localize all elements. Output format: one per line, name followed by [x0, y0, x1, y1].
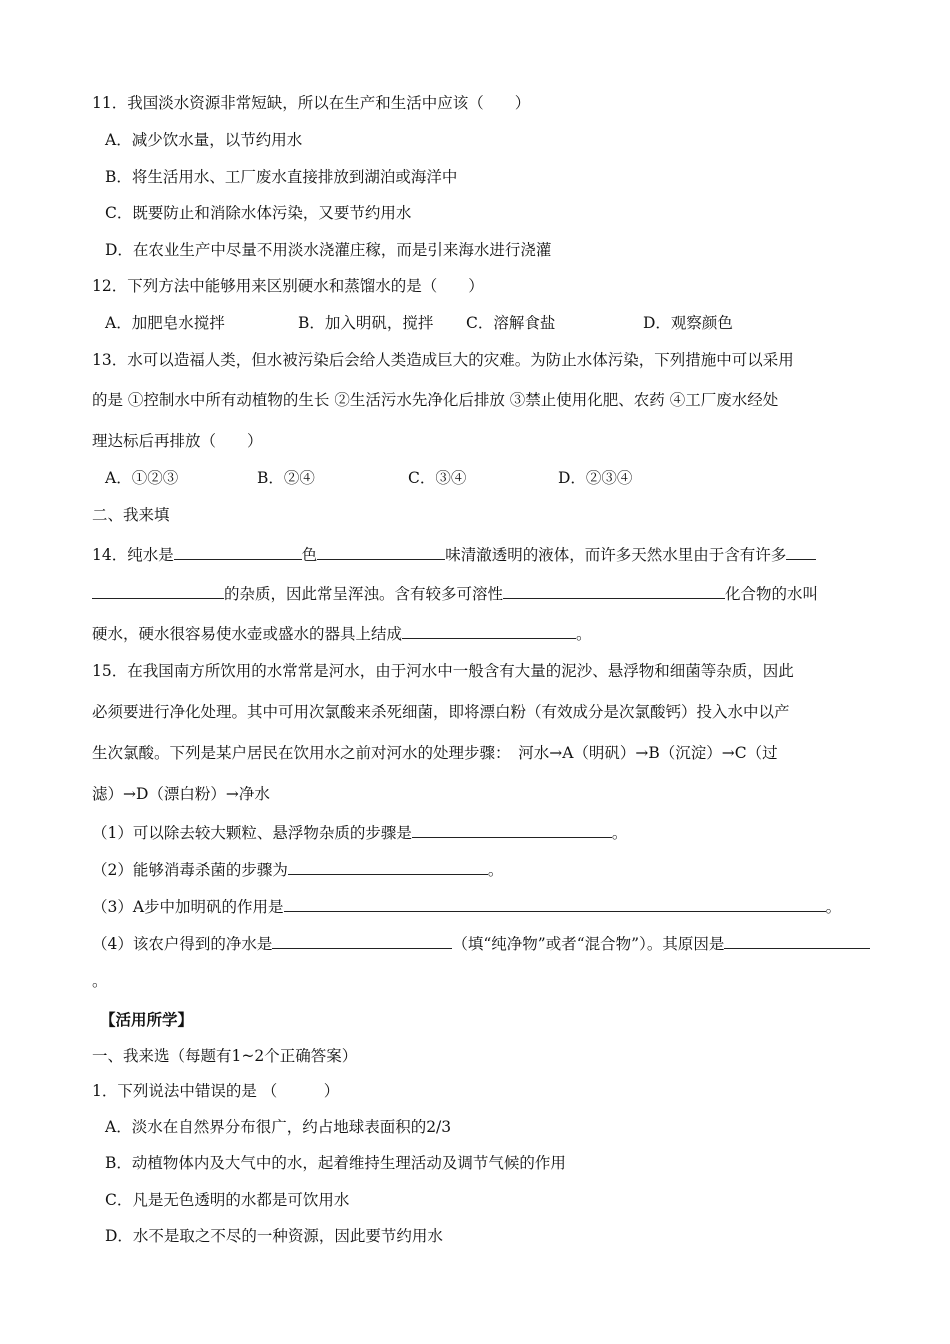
- q15-line1: 15．在我国南方所饮用的水常常是河水，由于河水中一般含有大量的泥沙、悬浮物和细菌等杂质，因此: [92, 662, 794, 680]
- q11-option-b[interactable]: B．将生活用水、工厂废水直接排放到湖泊或海洋中: [105, 168, 458, 186]
- q15-sub2-text: （2）能够消毒杀菌的步骤为: [92, 861, 288, 879]
- q14-text-1: 14．纯水是: [92, 546, 174, 564]
- q15-line3: 生次氯酸。下列是某户居民在饮用水之前对河水的处理步骤： 河水→A（明矾）→B（沉淀）→C（过: [92, 744, 778, 762]
- q14-text-5: 化合物的水叫: [725, 585, 819, 603]
- q15-sub3: [92, 895, 841, 917]
- q15-sub4-text-a: （4）该农户得到的净水是: [92, 935, 273, 953]
- q14-blank-2[interactable]: [317, 543, 445, 560]
- q13-option-b[interactable]: B．②④: [257, 469, 315, 487]
- q14-blank-5[interactable]: [402, 622, 576, 639]
- q15-sub1: [92, 821, 627, 843]
- q15-sub4-text-b: （填“纯净物”或者“混合物”）。其原因是: [452, 935, 725, 953]
- q11-stem: 11．我国淡水资源非常短缺，所以在生产和生活中应该（ ）: [92, 94, 531, 112]
- q14-text-3: 味清澈透明的液体，而许多天然水里由于含有许多: [445, 546, 787, 564]
- q14-text-6: 硬水，硬水很容易使水壶或盛水的器具上结成: [92, 625, 403, 643]
- q15-sub1-period: 。: [611, 824, 628, 842]
- q14-line1: [92, 543, 816, 565]
- q14-blank-4[interactable]: [503, 582, 725, 599]
- q14-text-2: 色: [301, 546, 318, 564]
- q15-sub1-blank[interactable]: [412, 821, 612, 838]
- q11-option-d[interactable]: D．在农业生产中尽量不用淡水浇灌庄稼，而是引来海水进行浇灌: [105, 241, 552, 259]
- q12-option-b[interactable]: B．加入明矾，搅拌: [298, 314, 434, 332]
- q15-line2: 必须要进行净化处理。其中可用次氯酸来杀死细菌，即将漂白粉（有效成分是次氯酸钙）投入水中以产: [92, 703, 790, 721]
- q12-option-a[interactable]: A．加肥皂水搅拌: [105, 314, 225, 332]
- q15-line4: 滤）→D（漂白粉）→净水: [92, 785, 270, 803]
- q13-option-a[interactable]: A．①②③: [105, 469, 179, 487]
- q13-stem-line2: 的是 ①控制水中所有动植物的生长 ②生活污水先净化后排放 ③禁止使用化肥、农药 ④工厂废水经处: [92, 391, 779, 409]
- section-fill-title: 二、我来填: [92, 506, 170, 524]
- q1-stem: 1．下列说法中错误的是 （ ）: [92, 1082, 340, 1100]
- q14-blank-3a[interactable]: [786, 543, 816, 560]
- q1-option-c[interactable]: C．凡是无色透明的水都是可饮用水: [105, 1191, 350, 1209]
- q1-option-d[interactable]: D．水不是取之不尽的一种资源，因此要节约用水: [105, 1227, 443, 1245]
- q14-line2: [92, 582, 818, 604]
- q14-text-7: 。: [576, 625, 592, 643]
- q12-option-d[interactable]: D．观察颜色: [643, 314, 733, 332]
- q13-option-d[interactable]: D．②③④: [558, 469, 633, 487]
- q15-sub3-blank[interactable]: [284, 895, 826, 912]
- q15-sub2-blank[interactable]: [288, 858, 488, 875]
- q15-sub2: [92, 858, 503, 880]
- section-choose-title: 一、我来选（每题有1~2个正确答案）: [92, 1047, 358, 1065]
- q14-line3: [92, 622, 592, 644]
- q1-option-a[interactable]: A．淡水在自然界分布很广，约占地球表面积的2/3: [105, 1118, 452, 1136]
- q11-option-c[interactable]: C．既要防止和消除水体污染，又要节约用水: [105, 204, 412, 222]
- q15-sub4-end-period: 。: [92, 972, 108, 990]
- q12-option-c[interactable]: C．溶解食盐: [466, 314, 556, 332]
- section-apply-title: 【活用所学】: [100, 1010, 194, 1029]
- q11-option-a[interactable]: A．减少饮水量，以节约用水: [105, 131, 303, 149]
- q13-stem-line3: 理达标后再排放（ ）: [92, 432, 263, 450]
- q15-sub4: [92, 932, 870, 954]
- q14-text-4: 的杂质，因此常呈浑浊。含有较多可溶性: [224, 585, 504, 603]
- q15-sub3-text: （3）A步中加明矾的作用是: [92, 898, 284, 916]
- q1-option-b[interactable]: B．动植物体内及大气中的水，起着维持生理活动及调节气候的作用: [105, 1154, 566, 1172]
- q15-sub3-period: 。: [825, 898, 842, 916]
- q15-sub4-blank-1[interactable]: [272, 932, 452, 949]
- q15-sub2-period: 。: [487, 861, 504, 879]
- q14-blank-3b[interactable]: [92, 582, 224, 599]
- q15-sub4-blank-2[interactable]: [724, 932, 870, 949]
- q13-stem-line1: 13．水可以造福人类，但水被污染后会给人类造成巨大的灾难。为防止水体污染，下列措施中可以采用: [92, 351, 794, 369]
- q14-blank-1[interactable]: [174, 543, 302, 560]
- q13-option-c[interactable]: C．③④: [408, 469, 467, 487]
- q12-stem: 12．下列方法中能够用来区别硬水和蒸馏水的是（ ）: [92, 277, 484, 295]
- q15-sub1-text: （1）可以除去较大颗粒、悬浮物杂质的步骤是: [92, 824, 412, 842]
